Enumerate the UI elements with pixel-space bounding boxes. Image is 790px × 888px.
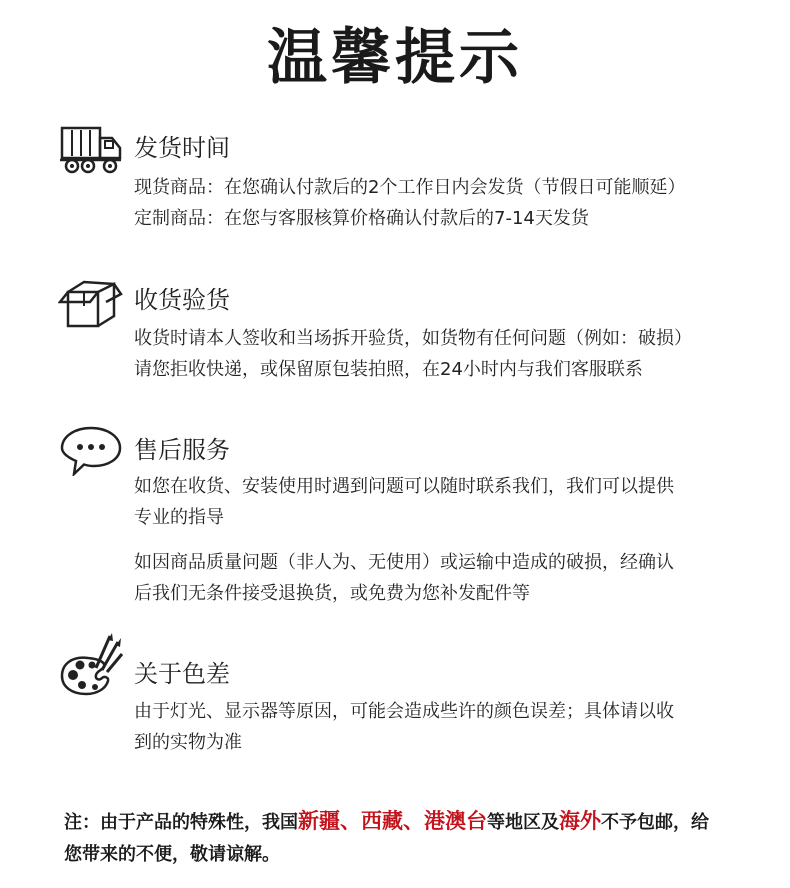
body-line: 收货时请本人签收和当场拆开验货，如货物有任何问题（例如：破损） [134,328,692,349]
body-line: 后我们无条件接受退换货，或免费为您补发配件等 [134,583,530,604]
section-title: 售后服务 [134,436,230,464]
section-body-secondary [134,547,754,609]
body-line: 到的实物为准 [134,732,242,753]
body-line: 由于灯光、显示器等原因，可能会造成些许的颜色误差；具体请以收 [134,701,674,722]
region-hk-macau-taiwan: 港澳台 [424,809,487,833]
delivery-truck-icon [58,124,124,176]
region-overseas: 海外 [559,809,601,833]
shipping-note [64,805,744,871]
body-line: 请您拒收快递，或保留原包装拍照，在24小时内与我们客服联系 [134,359,643,380]
section-body [134,696,754,758]
note-prefix: 注：由于产品的特殊性，我国 [64,812,298,833]
paint-palette-icon [58,632,124,696]
body-line: 现货商品：在您确认付款后的2个工作日内会发货（节假日可能顺延） [134,177,686,198]
note-line-1 [64,805,744,839]
region-separator: 、 [403,809,424,833]
section-title: 关于色差 [134,660,230,688]
body-line: 如您在收货、安装使用时遇到问题可以随时联系我们，我们可以提供 [134,476,674,497]
section-body [134,172,754,234]
section-title: 收货验货 [134,286,230,314]
section-body [134,323,754,385]
body-line: 如因商品质量问题（非人为、无使用）或运输中造成的破损，经确认 [134,552,674,573]
note-line-2: 您带来的不便，敬请谅解。 [64,844,280,865]
note-mid: 等地区及 [487,812,559,833]
note-suffix: 不予包邮，给 [601,812,709,833]
region-xinjiang: 新疆 [298,809,340,833]
chat-bubble-icon [58,424,124,476]
package-box-icon [58,276,124,328]
region-tibet: 西藏 [361,809,403,833]
body-line: 专业的指导 [134,507,224,528]
body-line: 定制商品：在您与客服核算价格确认付款后的7-14天发货 [134,208,589,229]
region-separator: 、 [340,809,361,833]
section-body [134,471,754,533]
section-title: 发货时间 [134,134,230,162]
page-title: 温馨提示 [267,23,523,93]
